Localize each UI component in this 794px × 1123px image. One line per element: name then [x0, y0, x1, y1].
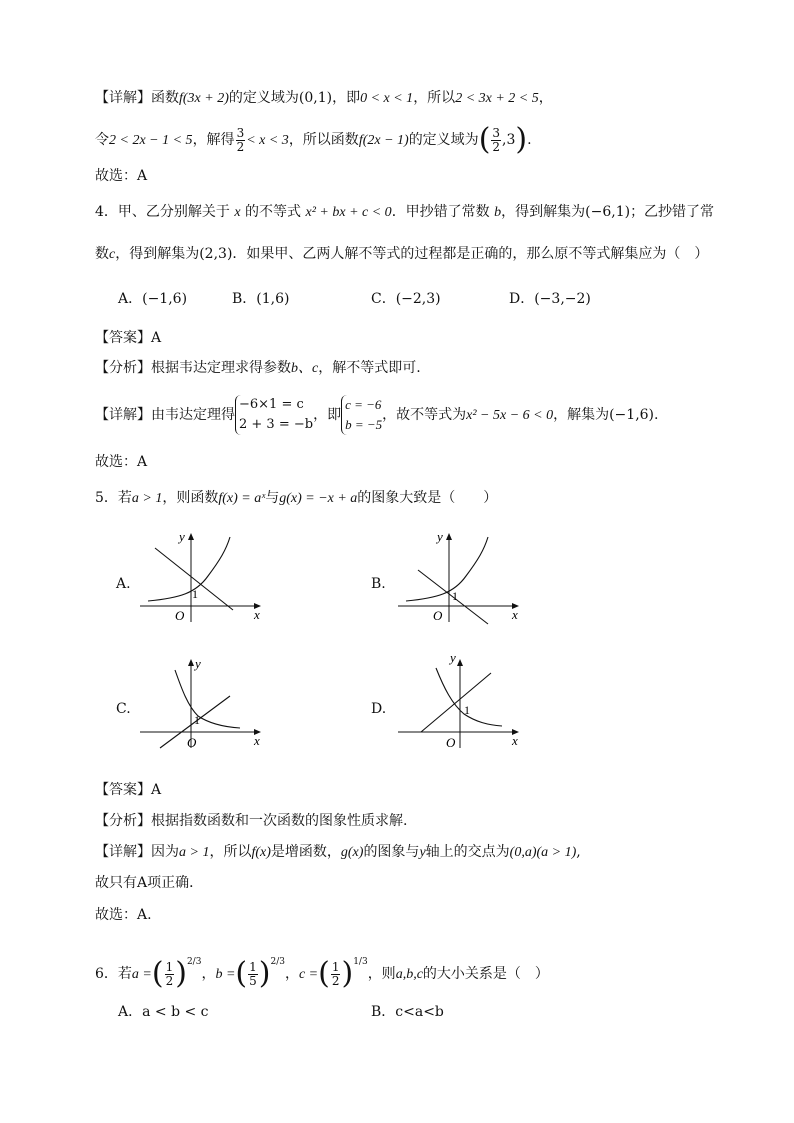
svg-text:x: x [512, 607, 518, 622]
q4-option-b: B．(1,6) [232, 291, 290, 307]
svg-text:x: x [254, 733, 260, 748]
q4-stem-line2: 数c，得到解集为(2,3)．如果甲、乙两人解不等式的过程都是正确的，那么原不等式解集应为（ ） [95, 246, 709, 262]
q3-detail-line2: 令2 < 2x − 1 < 5，解得 $\frac{3}{2}$ < x < 3，所以函数f(2x − 1)的定义域为( $\frac{3}{2}$ ,3). [95, 122, 532, 157]
q3-choose: 故选：A [95, 168, 148, 184]
q4-answer: 【答案】A [95, 330, 162, 346]
q4-option-c: C．(−2,3) [371, 291, 441, 307]
q5-answer: 【答案】A [95, 782, 162, 798]
svg-text:x: x [254, 607, 260, 622]
svg-text:1: 1 [192, 587, 198, 601]
svg-text:y: y [450, 650, 456, 665]
graph-label-d: D. [371, 701, 387, 717]
svg-text:y: y [437, 529, 443, 544]
q4-option-d: D．(−3,−2) [509, 291, 591, 307]
q5-detail: 【详解】因为a > 1，所以f(x)是增函数，g(x)的图象与y轴上的交点为(0,a)(a > 1), [95, 844, 581, 860]
svg-text:O: O [187, 735, 197, 750]
fraction-three-halves: $\frac{3}{2}$ [236, 125, 245, 154]
q4-detail: 【详解】由韦达定理得 −6×1 = c 2 + 3 = −b ，即 c = −6 b = −5 ，故不等式为x² − 5x − 6 < 0，解集为(−1,6). [95, 393, 658, 438]
graph-label-b: B. [371, 576, 386, 592]
q4-choose: 故选：A [95, 454, 148, 470]
fraction-answer: $\frac{3}{2}$ [492, 125, 501, 154]
q4-analysis: 【分析】根据韦达定理求得参数b、c，解不等式即可. [95, 360, 421, 376]
svg-text:O: O [433, 608, 443, 623]
q6-option-a: A．a < b < c [118, 1004, 209, 1020]
q6-option-b: B．c<a<b [371, 1004, 444, 1020]
graph-b [388, 522, 528, 627]
q4-option-a: A．(−1,6) [118, 291, 188, 307]
q5-choose: 故选：A. [95, 907, 152, 923]
svg-text:x: x [512, 733, 518, 748]
svg-text:1: 1 [194, 713, 200, 727]
svg-text:1: 1 [452, 589, 458, 603]
q5-detail-line2: 故只有A项正确． [95, 875, 204, 891]
equation-system-1: −6×1 = c 2 + 3 = −b [235, 395, 313, 435]
svg-text:O: O [175, 608, 185, 623]
graph-label-a: A. [116, 576, 131, 592]
graph-label-c: C. [116, 701, 131, 717]
equation-system-2: c = −6 b = −5 [341, 395, 382, 435]
graph-a [130, 522, 270, 627]
svg-text:O: O [446, 735, 456, 750]
svg-text:y: y [179, 529, 185, 544]
svg-text:1: 1 [464, 703, 470, 717]
q5-stem: 5．若a > 1，则函数f(x) = aˣ与g(x) = −x + a的图象大致是（ ） [95, 490, 498, 506]
graph-d [388, 648, 528, 753]
detail-tag: 【详解】 [95, 90, 151, 106]
svg-text:y: y [195, 656, 201, 671]
graph-c [130, 648, 270, 753]
q4-stem-line1: 4．甲、乙分别解关于 x 的不等式 x² + bx + c < 0．甲抄错了常数 b，得到解集为(−6,1)；乙抄错了常 [95, 204, 715, 220]
q3-detail-line1: 【详解】函数f(3x + 2)的定义域为(0,1)，即0 < x < 1，所以2 < 3x + 2 < 5， [95, 90, 553, 106]
q6-stem: 6．若a =( $\frac{1}{2}$ )$^{2/3}$，b =( $\frac{1}{5}$ )$^{2/3}$，c =( $\frac{1}{2}$ )$^{1/3}$，则a,b,c的大小关系是（ ） [95, 956, 549, 991]
q5-analysis: 【分析】根据指数函数和一次函数的图象性质求解. [95, 813, 408, 829]
